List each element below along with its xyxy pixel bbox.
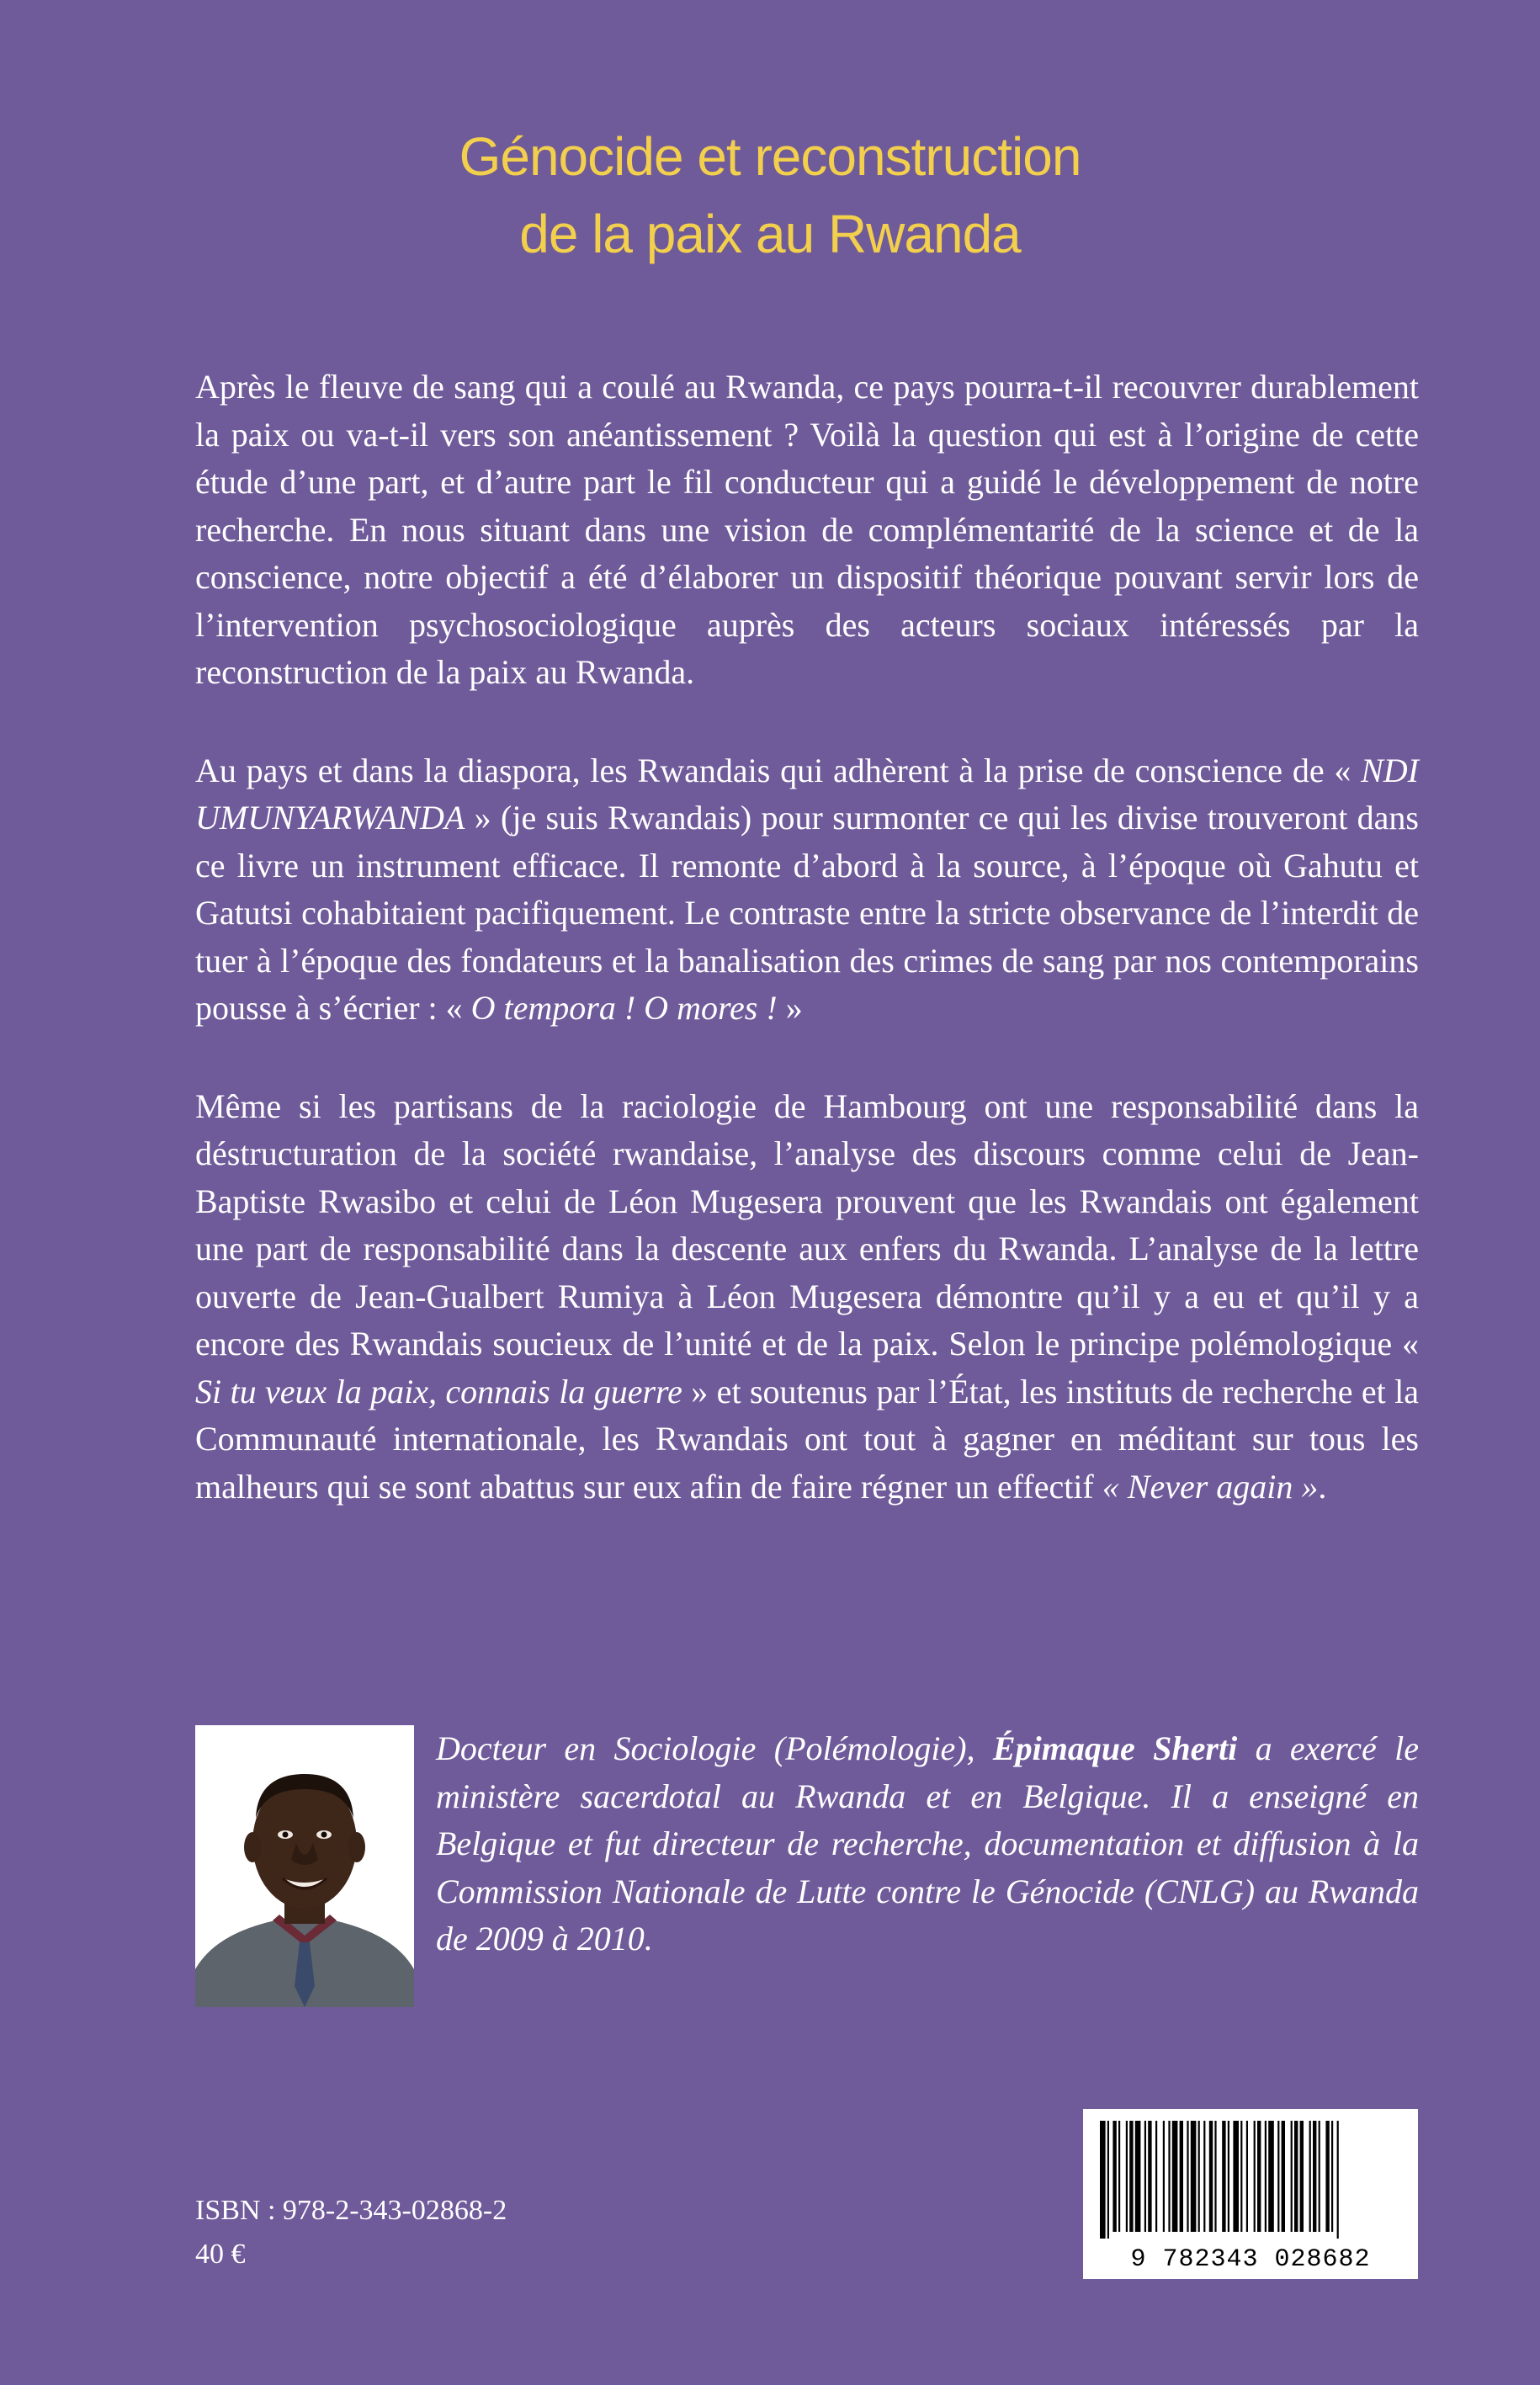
blurb-paragraph-3: Même si les partisans de la raciologie de Hambourg ont une responsabilité dans la déstructuration de la société rwandaise, l’analyse des discours comme celui de Jean-Baptiste Rwasibo et celui de Léon Mugesera prouvent que les Rwandais ont également une part de responsabilité dans la descente aux enfers du Rwanda. L’analyse de la lettre ouverte de Jean-Gualbert Rumiya à Léon Mugesera démontre qu’il y a eu et qu’il y a encore des Rwandais soucieux de l’unité et de la paix. Selon le principe polémologique « Si tu veux la paix, connais la guerre » et soutenus par l’État, les instituts de recherche et la Communauté internationale, les Rwandais ont tout à gagner en méditant sur tous les malheurs qui se sont abattus sur eux afin de faire régner un effectif « Never again ». [195,1086,1420,1506]
blurb-paragraph-2: Au pays et dans la diaspora, les Rwandais qui adhèrent à la prise de conscience de « NDI UMUNYARWANDA » (je suis Rwandais) pour surmonter ce qui les divise trouveront dans ce livre un instrument efficace. Il remonte d’abord à la source, à l’époque où Gahutu et Gatutsi cohabitaient pacifiquement. Le contraste entre la stricte observance de l’interdit de tuer à l’époque des fondateurs et la banalisation des crimes de sang par nos contemporains pousse à s’écrier : « O tempora ! O mores ! » [195,751,1419,1027]
barcode-bar [1155,2121,1157,2232]
barcode-bar [1100,2121,1106,2239]
barcode-bar [1291,2121,1293,2232]
barcode-bar [1222,2121,1225,2232]
barcode-bar [1294,2121,1298,2232]
barcode-bar [1240,2121,1242,2232]
blurb [195,364,1419,1561]
barcode-bar [1309,2121,1311,2232]
barcode-bar [1300,2121,1304,2232]
barcode-bar [1246,2121,1248,2232]
barcode-bar [1107,2121,1109,2239]
barcode-bar [1331,2121,1333,2232]
barcode-bar [1337,2121,1339,2239]
barcode-bar [1265,2121,1267,2232]
barcode-bar [1198,2121,1200,2232]
barcode [1083,2109,1418,2279]
author-name: Épimaque Sherti [992,1729,1238,1767]
barcode-bars [1095,2121,1406,2239]
barcode-bar [1203,2121,1205,2232]
barcode-bar [1268,2121,1274,2232]
barcode-bar [1191,2121,1197,2232]
barcode-bar [1214,2121,1216,2232]
barcode-bar [1209,2121,1213,2232]
barcode-bar [1144,2121,1146,2232]
barcode-bar [1148,2121,1151,2232]
isbn: ISBN : 978-2-343-02868-2 [195,2195,507,2226]
barcode-digits: 9 782343 028682 [1130,2245,1371,2274]
barcode-bar [1172,2121,1178,2232]
barcode-bar [1187,2121,1188,2232]
emphasis-ndi-umunyarwanda: NDI UMUNYARWANDA [195,751,1419,837]
author-portrait-icon [195,1725,414,2007]
blurb-paragraph-1: Après le fleuve de sang qui a coulé au Rwanda, ce pays pourra-t-il recouvrer durablement la paix ou va-t-il vers son anéantissement ? Voilà la question qui est à l’origine de cette étude d’une part, et d’autre part le fil conducteur qui a guidé le développement de notre recherche. En nous situant dans une vision de complémentarité de la science et de la conscience, notre objectif a été d’élaborer un dispositif théorique pouvant servir lors de l’intervention psychosociologique auprès des acteurs sociaux intéressés par la reconstruction de la paix au Rwanda. [195,368,1419,691]
author-bio: Docteur en Sociologie (Polémologie), Épimaque Sherti a exercé le ministère sacerdotal au Rwanda et en Belgique. Il a enseigné en Belgique et fut directeur de recherche, documentation et diffusion à la Commission Nationale de Lutte contre le Génocide (CNLG) au Rwanda de 2009 à 2010. [436,1729,1420,1957]
barcode-bar [1113,2121,1116,2232]
barcode-bar [1254,2121,1256,2232]
barcode-bar [1129,2121,1133,2232]
barcode-bar [1118,2121,1120,2232]
barcode-bar [1228,2121,1229,2232]
barcode-bar [1180,2121,1183,2232]
barcode-bar [1319,2121,1320,2232]
barcode-bar [1163,2121,1165,2232]
barcode-bar [1282,2121,1285,2232]
book-title-line-1: Génocide et reconstruction [459,126,1081,187]
barcode-bar [1126,2121,1128,2232]
barcode-bar [1233,2121,1239,2232]
barcode-bar [1257,2121,1261,2232]
author-section [195,1725,1419,2011]
price: 40 € [195,2239,246,2270]
author-photo [195,1725,414,2007]
book-title [0,118,1540,273]
barcode-bar [1168,2121,1170,2232]
barcode-bar [1313,2121,1316,2232]
barcode-bar [1277,2121,1279,2232]
barcode-bar [1325,2121,1329,2232]
barcode-bar [1135,2121,1141,2232]
emphasis-si-tu-veux: Si tu veux la paix, connais la guerre [195,1372,682,1410]
emphasis-never-again: « Never again » [1102,1467,1319,1506]
emphasis-o-tempora: O tempora ! O mores ! [470,989,778,1027]
book-title-line-2: de la paix au Rwanda [519,204,1021,264]
